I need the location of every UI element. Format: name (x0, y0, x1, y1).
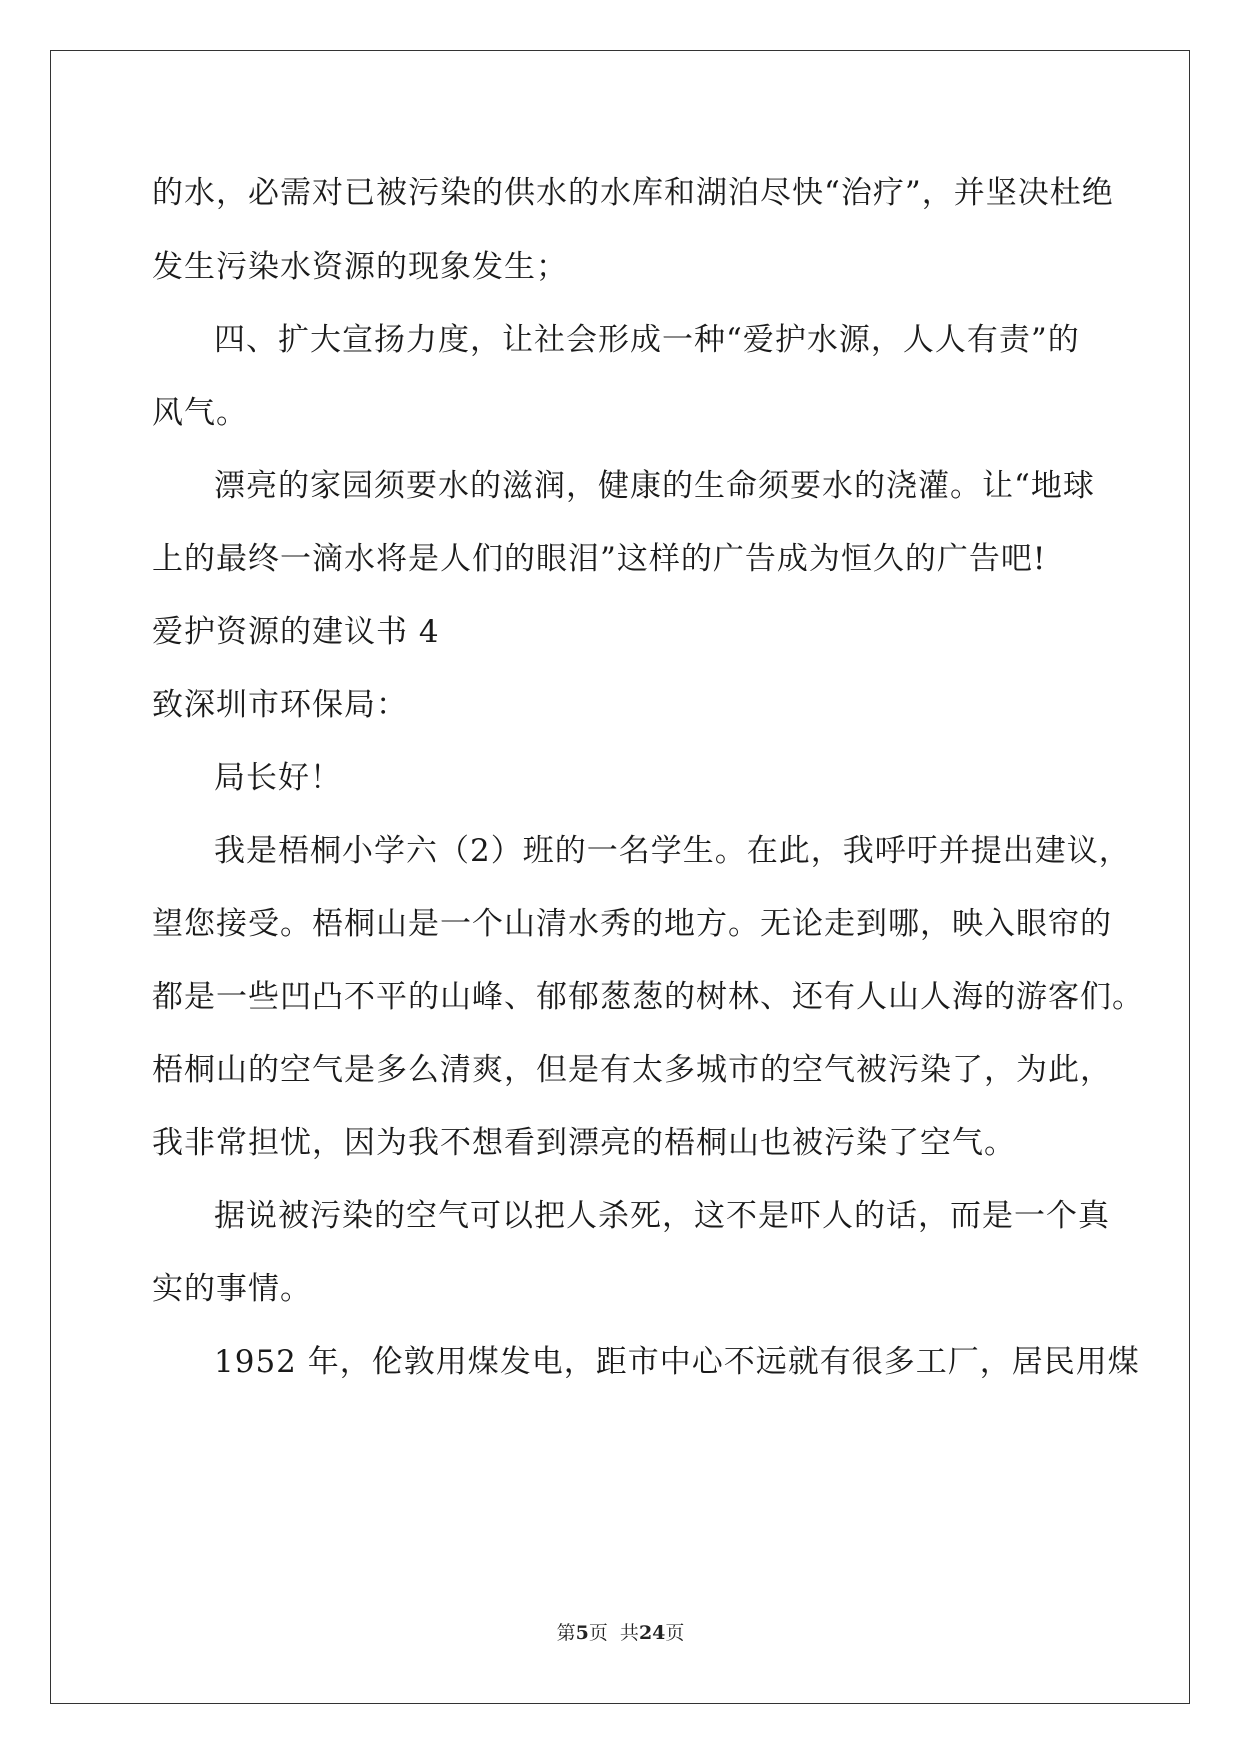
text-line: 望您接受。梧桐山是一个山清水秀的地方。无论走到哪，映入眼帘的 (152, 906, 1112, 942)
text-line: 我是梧桐小学六（2）班的一名学生。在此，我呼吁并提出建议， (214, 833, 1131, 869)
text-line: 梧桐山的空气是多么清爽，但是有太多城市的空气被污染了，为此， (152, 1052, 1112, 1088)
text-line: 据说被污染的空气可以把人杀死，这不是吓人的话，而是一个真 (214, 1198, 1110, 1234)
current-page-number: 5 (575, 1622, 589, 1644)
text-line: 发生污染水资源的现象发生； (152, 249, 568, 285)
text-line: 都是一些凹凸不平的山峰、郁郁葱葱的树林、还有人山人海的游客们。 (152, 979, 1144, 1015)
footer-prefix: 第 (556, 1622, 576, 1644)
footer-suffix: 页 (665, 1622, 685, 1644)
salutation: 致深圳市环保局： (152, 687, 408, 723)
page-frame (50, 50, 1190, 1704)
greeting: 局长好！ (214, 760, 342, 796)
text-line: 的水，必需对已被污染的供水的水库和湖泊尽快“治疗”，并坚决杜绝 (152, 175, 1114, 211)
footer-mid: 页 共 (588, 1622, 639, 1644)
text-line: 上的最终一滴水将是人们的眼泪”这样的广告成为恒久的广告吧! (152, 541, 1047, 577)
text-line: 1952 年，伦敦用煤发电，距市中心不远就有很多工厂，居民用煤 (214, 1344, 1140, 1380)
section-heading: 爱护资源的建议书 4 (152, 614, 440, 650)
text-line: 我非常担忧，因为我不想看到漂亮的梧桐山也被污染了空气。 (152, 1125, 1016, 1161)
text-line: 四、扩大宣扬力度，让社会形成一种“爱护水源，人人有责”的 (214, 322, 1080, 358)
text-line: 风气。 (152, 395, 248, 431)
text-line: 实的事情。 (152, 1271, 312, 1307)
text-line: 漂亮的家园须要水的滋润，健康的生命须要水的浇灌。让“地球 (214, 468, 1095, 504)
page-footer (0, 1618, 1241, 1645)
total-pages-number: 24 (638, 1622, 666, 1644)
